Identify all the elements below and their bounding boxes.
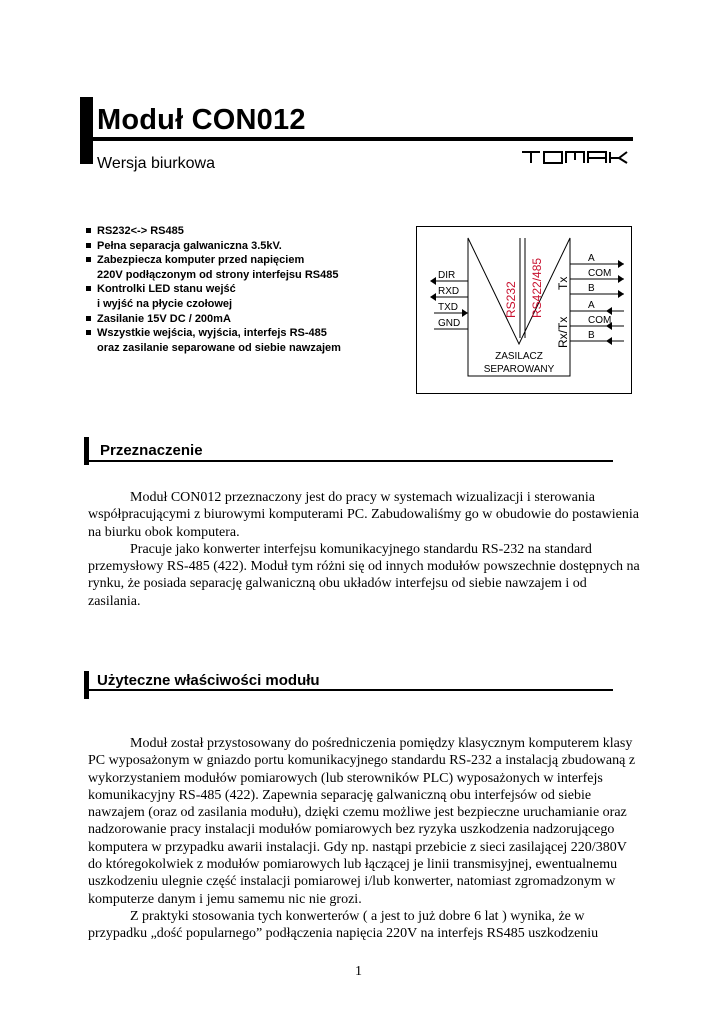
- section-heading-features: Użyteczne właściwości modułu: [97, 672, 320, 689]
- list-item: Kontrolki LED stanu wejść i wyjść na płycie czołowej: [86, 282, 341, 311]
- bullet-square-icon: [86, 257, 91, 262]
- signal-b2: B: [588, 330, 595, 341]
- feature-list: [86, 224, 341, 355]
- paragraph: Moduł CON012 przeznaczony jest do pracy w systemach wizualizacji i sterowania współpracującymi z biurowymi komputerami PC. Zabudowaliśmy go w obudowie do postawienia na biurku obok komputera.: [88, 490, 639, 540]
- bullet-square-icon: [86, 286, 91, 291]
- signal-gnd: GND: [438, 318, 461, 329]
- rxtx-label: Rx/Tx: [556, 316, 570, 348]
- block-diagram: [416, 226, 632, 394]
- bullet-square-icon: [86, 330, 91, 335]
- supply-label-2: SEPAROWANY: [483, 364, 555, 375]
- supply-label-1: ZASILACZ: [495, 351, 543, 362]
- bullet-square-icon: [86, 243, 91, 248]
- page-number: 1: [355, 964, 362, 979]
- title-accent-bar: [80, 97, 93, 164]
- page-title: Moduł CON012: [97, 104, 306, 136]
- tx-label: Tx: [556, 276, 570, 290]
- rs422-label: RS422/485: [530, 257, 544, 318]
- signal-txd: TXD: [438, 302, 458, 313]
- list-item: Zasilanie 15V DC / 200mA: [86, 312, 341, 327]
- signal-com2: COM: [588, 315, 612, 326]
- list-item: Zabezpiecza komputer przed napięciem 220V podłączonym od strony interfejsu RS485: [86, 253, 341, 282]
- paragraph: Pracuje jako konwerter interfejsu komunikacyjnego standardu RS-232 na standard przemysłowy RS-485 (422). Moduł tym różni się od innych modułów powszechnie dostępnych na rynku, że posiada separację galwaniczną obu układów interfejsu od siebie nawzajem i od zasilania.: [88, 541, 640, 609]
- page-subtitle: Wersja biurkowa: [97, 155, 215, 172]
- list-item: Pełna separacja galwaniczna 3.5kV.: [86, 239, 341, 254]
- section-rule: [89, 689, 613, 691]
- paragraph: Moduł został przystosowany do pośredniczenia pomiędzy klasycznym komputerem klasy PC wyposażonym w gniazdo portu komunikacyjnego standardu RS-232 a instalacją zbudowaną z wykorzystaniem modułów pomiarowych (lub sterowników PLC) wyposażonych w interfejs komunikacyjny RS-485 (422). Zapewnia separację galwaniczną obu interfejsów od siebie nawzajem (oraz od zasilania modułu), dzięki czemu możliwe jest bezpieczne uruchamianie oraz nadzorowanie pracy instalacji modułów pomiarowych bez ryzyka uszkodzenia nadzorującego komputera w przypadku awarii instalacji. Gdy np. nastąpi przebicie z sieci zasilającej 220/380V do któregokolwiek z modułów pomiarowych lub łączącej je linii transmisyjnej, ewentualnemu uszkodzeniu ulegnie część instalacji pomiarowej i/lub konwerter, natomiast zgromadzonym w komputerze danym i jemu samemu nic nie grozi.: [88, 736, 636, 907]
- section-heading-purpose: Przeznaczenie: [100, 442, 203, 459]
- signal-rxd: RXD: [438, 286, 460, 297]
- list-item: RS232<-> RS485: [86, 224, 341, 239]
- signal-a1: A: [588, 253, 595, 264]
- paragraph: Z praktyki stosowania tych konwerterów ( a jest to już dobre 6 lat ) wynika, że w przypadku „dość popularnego” podłączenia napięcia 220V na interfejs RS485 uszkodzeniu: [88, 908, 599, 942]
- section-accent-bar: [84, 671, 89, 699]
- signal-dir: DIR: [438, 270, 456, 281]
- bullet-square-icon: [86, 228, 91, 233]
- signal-com1: COM: [588, 268, 612, 279]
- bullet-square-icon: [86, 316, 91, 321]
- signal-a2: A: [588, 300, 595, 311]
- tomak-logo: [521, 150, 629, 164]
- title-rule: [93, 137, 633, 141]
- rs232-label: RS232: [504, 281, 518, 318]
- features-text: [88, 735, 640, 943]
- purpose-text: [88, 489, 640, 610]
- section-rule: [89, 460, 613, 462]
- list-item: Wszystkie wejścia, wyjścia, interfejs RS-485 oraz zasilanie separowane od siebie nawzajem: [86, 326, 341, 355]
- signal-b1: B: [588, 283, 595, 294]
